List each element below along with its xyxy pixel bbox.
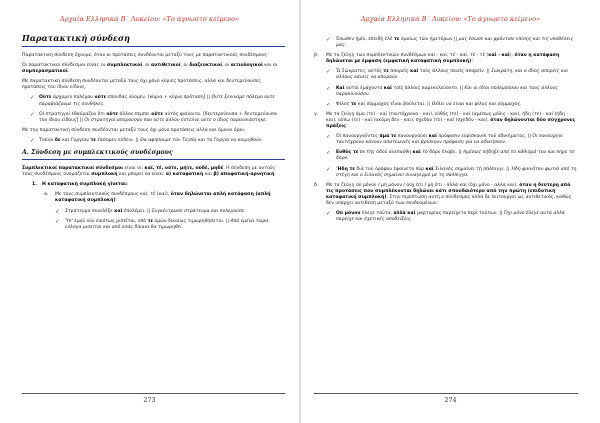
check-icon: ✓ (326, 37, 331, 43)
paragraph-terms: Με την παρατακτική σύνδεση συνδέονται μεταξύ τους όχι μόνο προτάσεις αλλά και όμοιοι όροι. (22, 127, 246, 133)
lettered-item: α. Με τους συμπλεκτικούς συνδέσμους καί, τέ (καί), όταν δηλώνεται απλή κατάφαση (απλή καταφατική συμπλοκή): (44, 192, 271, 204)
lettered-item: γ. Με τα ζεύγη ἅμα (τε) - καί (ταυτόχρονα - και), εὐθύς (τε) - καί (αμέσως μόλις - και), ἤδη (τε) - καί (ήδη - και), οὔπω (τε) - καί (ακόμη δεν - και), σχεδὸν (τε) - καί (σχεδόν - και), όταν δηλώνονται δύο σύγχρονες πράξεις: (314, 111, 576, 130)
paragraph-copulative: Συμπλεκτικοί παρατακτικοί σύνδεσμοι είναι οι: καί, τέ, οὔτε, μήτε, οὐδέ, μηδέ. Η σύνδεση με αυτούς τους συνδέσμους ονομάζεται συμπλοκή και μπορεί να είναι: α) καταφατική και β) αποφατική-αρνητική. (22, 166, 276, 178)
numbered-item: 1. Η καταφατική συμπλοκή γίνεται: (32, 182, 128, 188)
footer-rule (314, 393, 578, 394)
check-icon: ✓ (30, 137, 35, 144)
page-number: 273 (143, 396, 156, 404)
example-item: ✓ Τισίαν δε καί Γοργίαν τε έάσομεν εύδειν. || Θα αφήσουμε τον Τεισία και το Γοργία να κοιμηθούν. (30, 137, 263, 144)
lettered-item: β. Με τα ζεύγη των συμπλεκτικών συνδέσμων καί - καί, τέ - καί, τέ - τέ (καί - καί), όταν η κατάφαση δηλώνεται με έμφαση (εμφατική καταφατική συμπλοκή): (314, 53, 560, 65)
left-page (0, 0, 299, 423)
check-icon: ✓ (30, 111, 35, 118)
check-icon: ✓ (326, 101, 331, 108)
section-title: Παρατακτική σύνδεση (22, 33, 285, 47)
check-icon: ✓ (326, 134, 331, 141)
footer-rule (22, 393, 285, 394)
example-item: ✓ Ἐσωσεν ἡμῖν, ἐπειδὴ ἐλέ τε ὁμοίως τῶν ἡμετέρων || μας έσωσε και φρόντισε επίσης και τις υποθέσεις μας. (326, 37, 574, 49)
example-item: ✓ Οί στρατηγοί έθαύμαζον ὅτι οὔτε ἄλλον πεμπει οὔτε αὐτὸς φαίνοιτο. [δευτερεύουσα + δευτερεύουσα του ίδιου είδους] || Οι στρατηγοί απορούσαν που ούτε άλλον έστελνε ούτε ο ίδιος παρουσιάστηκε. (30, 111, 277, 123)
paragraph-intro: Παρατακτική σύνδεση έχουμε, όταν οι προτάσεις συνδέονται μεταξύ τους με παρατακτικούς συνδέσμους. (22, 53, 269, 58)
left-page-content (22, 33, 285, 235)
check-icon: ✓ (55, 218, 60, 225)
check-icon: ✓ (326, 85, 331, 92)
right-page (301, 0, 600, 423)
example-item: ✓ Ούτε άρχομεν πολέμου ούτε σπονδάς λύομεν. [κύρια + κύρια πρόταση] || Ούτε ξεκινάμε πόλεμο ούτε παραβιάζουμε τις συνθήκες. (30, 95, 275, 107)
paragraph-conjunction-types: Οι παρατακτικοί σύνδεσμοι είναι: οι συμπλεκτικοί, οι αντιθετικοί, οι διαζευκτικοί, οι αιτιολογικοί και οι συμπερασματικοί. (22, 63, 278, 75)
running-header: Αρχαία Ελληνικά Β΄ Λυκείου: «Το άγνωστο κείμενο» (360, 15, 541, 23)
example-item: ✓ Καί αὐτοὶ ἐμάχοντο καί τοῖς ἄλλοις παρεκελεύοντο. || Και οι ίδιοι πολεμούσαν και τους άλλους παρακινούσαν. (326, 85, 558, 97)
example-item: ✓ Οἱ πανουργοῦντες ἅμα τε πανουργοῦσι καί πρόφασιν εὑρίσκουσι τοῦ ἀδικήματος. || Οι πανούργοι ταυτόχρονα κάνουν απατεωνιές και βρίσκουν πρόφαση για να αδικήσουν. (326, 134, 563, 146)
example-item: ✓ Στράτευμα συνελέξε καί έπολέμει. || Συγκέντρωσε στράτευμα και πολεμούσε. (55, 208, 246, 215)
check-icon: ✓ (326, 211, 331, 218)
check-icon: ✓ (55, 208, 60, 215)
example-item: ✓ Οὐ μόνον ἔλεγε ταῦτα, ἀλλὰ καί μαρτυρίας παρείχετο περὶ τούτων. || Όχι μόνο έλεγε αυτά αλλά παρείχε και σχετικές αποδείξεις. (326, 211, 565, 223)
page-number: 274 (444, 396, 457, 404)
example-item: ✓ Ἤδη τε διὰ τοῦ ὀρόφου ἐφαίνετο πῦρ καί Σιλανός σημαίνει τῇ σάλπιγγι. || Ήδη φαινόταν φωτιά από τη στέγη και ο Σιλανός σημαίνει συναγερμό με τη σάλπιγγα. (326, 166, 577, 178)
paragraph-sentences: Με παρατακτική σύνδεση συνδέονται μεταξύ τους όχι μόνο κύριες προτάσεις, αλλά και δευτερεύουσες προτάσεις του ίδιου είδους. (22, 79, 262, 91)
check-icon: ✓ (326, 69, 331, 76)
lettered-item: δ. Με τα ζεύγη οὐ μόνον / μὴ μόνον / οὐχ ὅτι / μὴ ὅτι - ἀλλὰ καί (όχι μόνο - αλλά και), όταν η δεύτερη από τις προτάσεις που συμπλέκονται δηλώνει κάτι σπουδαιότερο από την πρώτη (επιδοτική καταφατική συμπλοκή). Στην περίπτωση αυτή ο σύνδεσμος ἀλλά δε λειτουργεί ως αντιθετικός, καθώς δεν υπάρχει αντίθεση μεταξύ των συνδεομένων: (314, 182, 572, 206)
subsection-title: Α. Σύνδεση με συμπλεκτικούς συνδέσμους (22, 149, 285, 160)
example-item: ✓ Ύπ' ἐμοῦ νῦν εἰκότως μισεῖται, ὑπὸ τε ὑμῶν δικαίως τιμωρηθήσεται. || Από εμένα τώρα εύλογα μισείται και από εσάς δίκαια θα τιμωρηθεί. (55, 218, 269, 230)
example-item: ✓ Ὦ Σώκρατες, αὐτός τε ἀπορεῖς καί τοὺς ἄλλους ποιεῖς ἀπορεῖν. || Σωκράτη, και ο ίδιος απορείς και άλλους κάνεις να απορούν. (326, 69, 569, 81)
running-header: Αρχαία Ελληνικά Β΄ Λυκείου: «Το άγνωστο κείμενο» (59, 15, 240, 23)
example-item: ✓ Εὐθὺς τε ἐκ τῆς ὁδοῦ ἀνεπαύθη καί τὸ δόρυ ἔλαβε. || Αμέσως πήδηξε από το κάθισμά του και πήρε το δόρυ. (326, 150, 575, 162)
right-page-content (314, 37, 578, 227)
check-icon: ✓ (326, 166, 331, 173)
check-icon: ✓ (326, 150, 331, 157)
example-item: ✓ Φίλος τε καί σύμμαχος εἶναι βούλεται. || Θέλει να είναι και φίλος και σύμμαχος. (326, 101, 522, 108)
check-icon: ✓ (30, 95, 35, 102)
